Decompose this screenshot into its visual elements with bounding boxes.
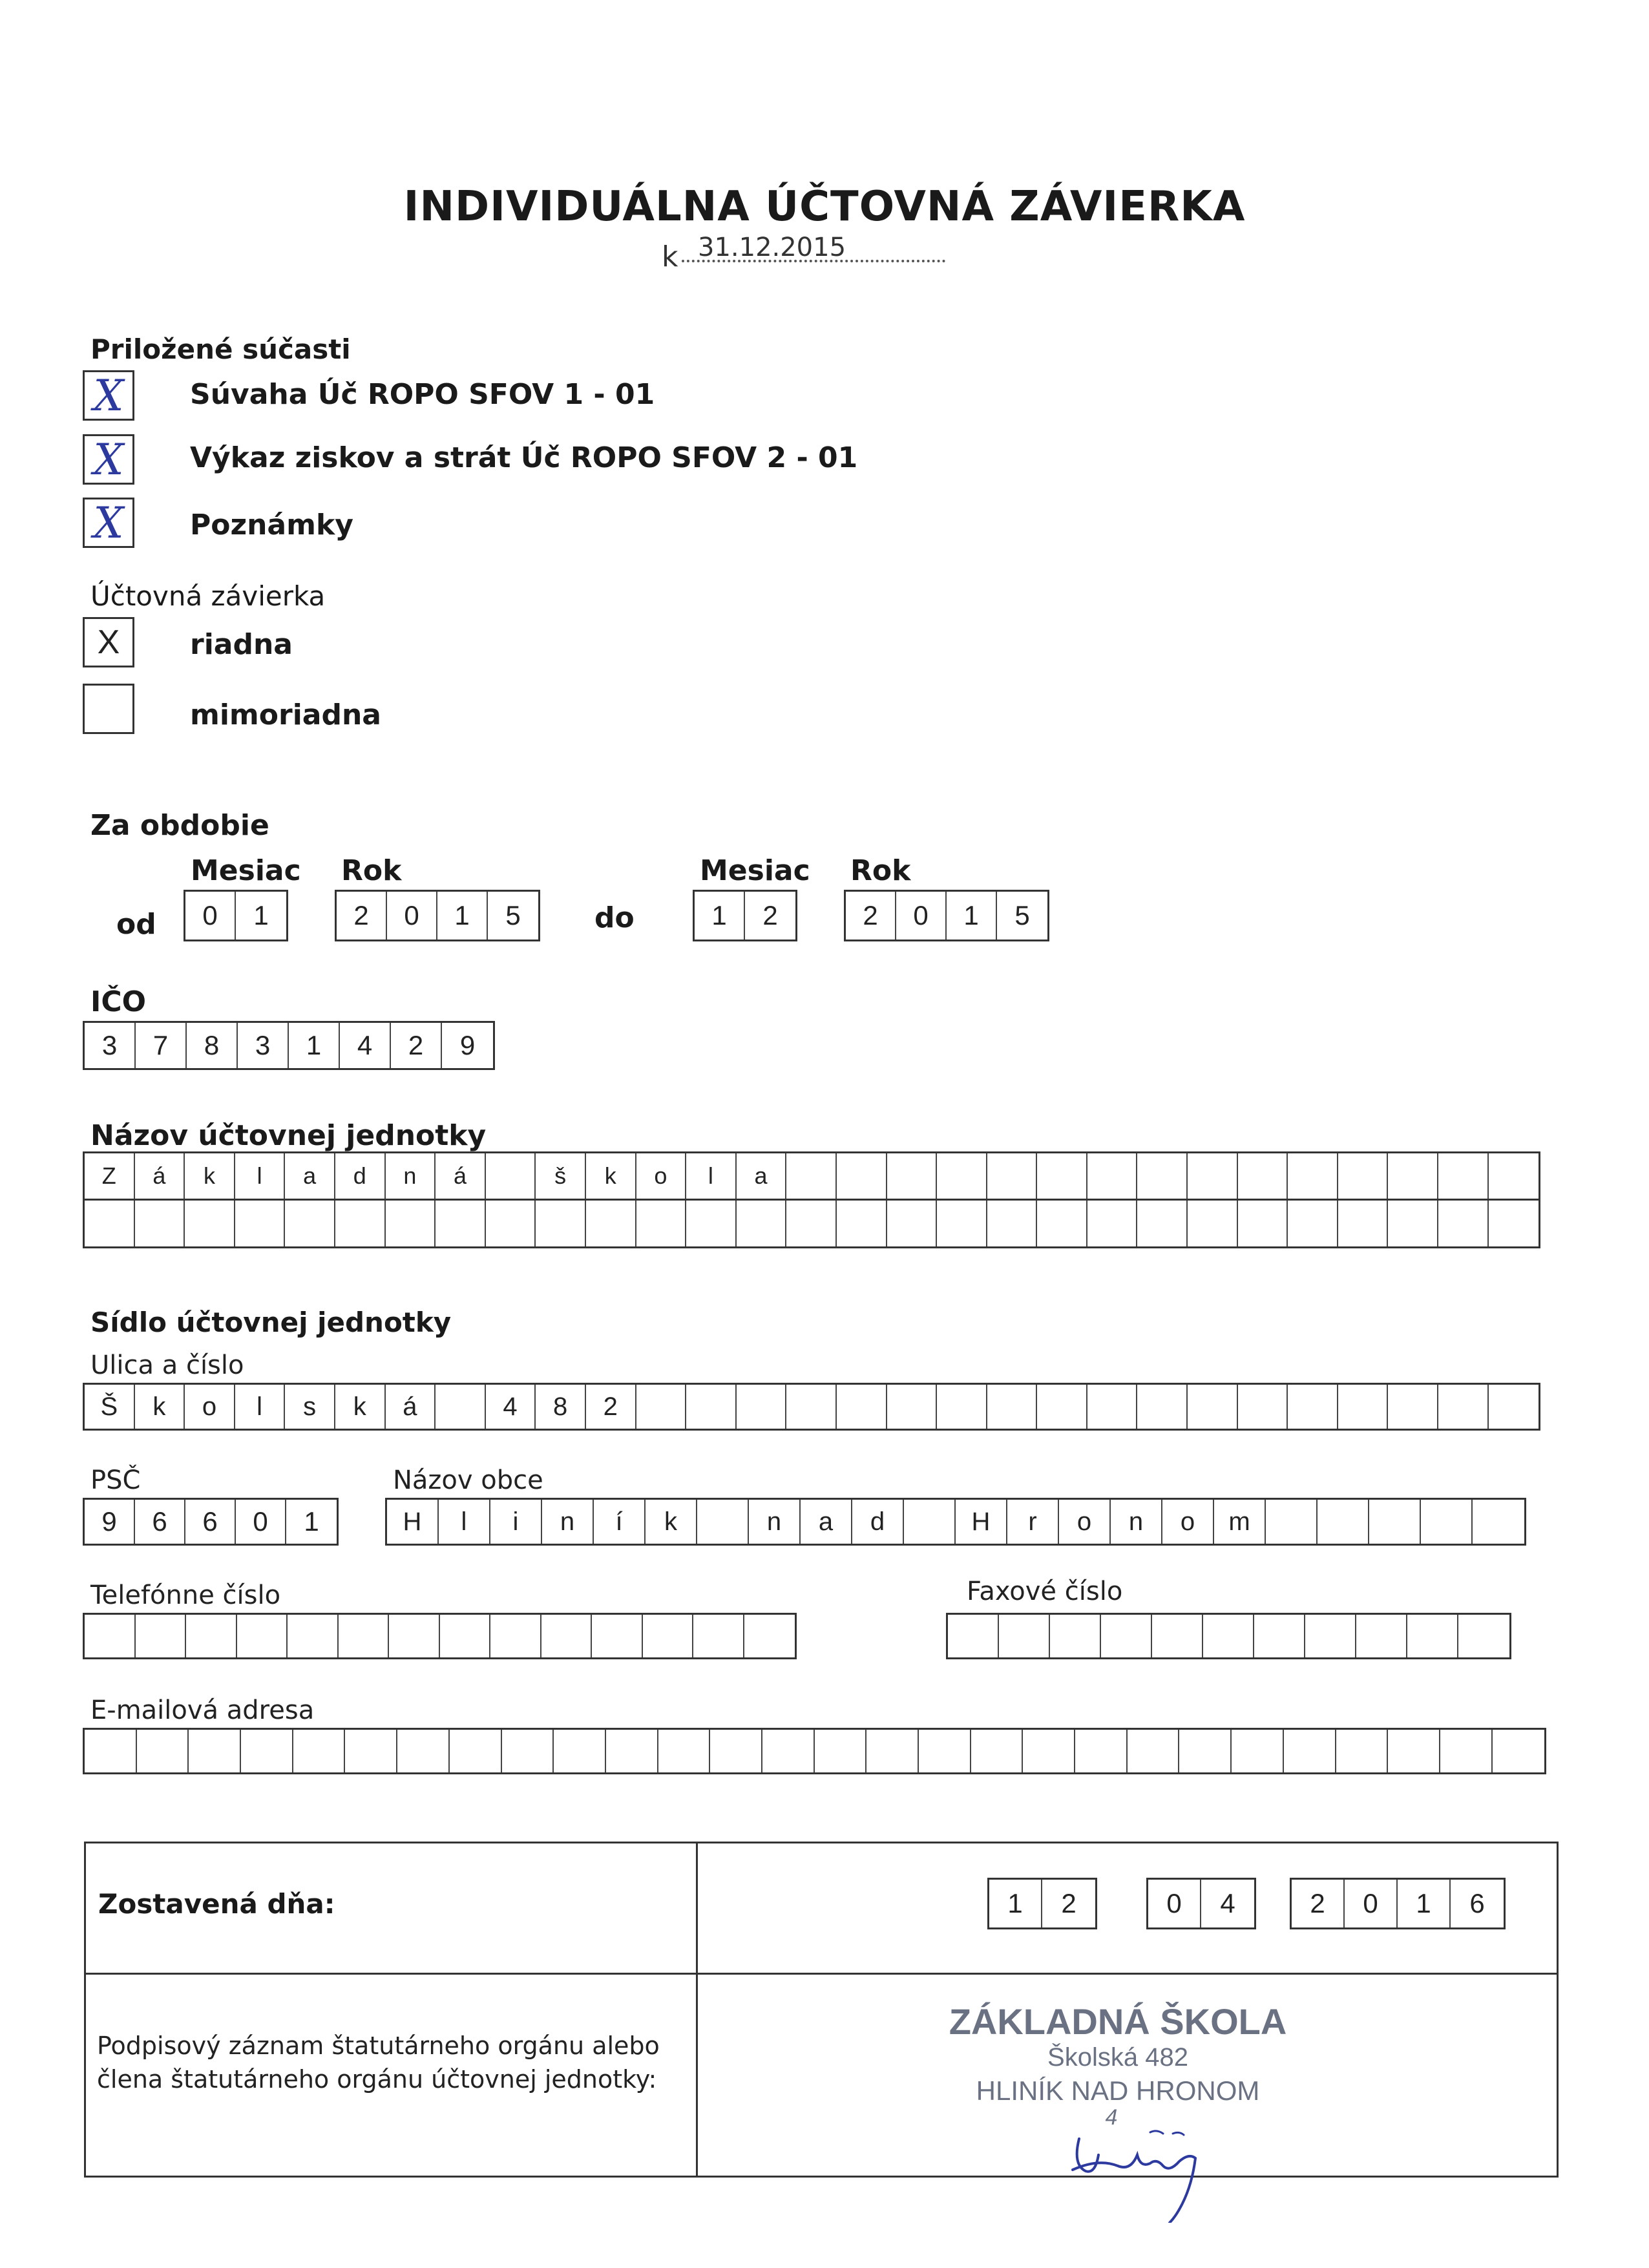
ico-digit: 7	[136, 1023, 187, 1068]
zip-cell: 1	[304, 1506, 319, 1537]
from-year-label: Rok	[341, 854, 402, 887]
zip-field[interactable]	[83, 1498, 339, 1546]
street-cell: 4	[486, 1385, 536, 1429]
checkbox-balance-sheet[interactable]: X	[83, 370, 134, 421]
street-cell	[737, 1385, 787, 1429]
city-cell: l	[439, 1500, 490, 1544]
zip-cell: 6	[185, 1500, 236, 1544]
email-cell	[189, 1730, 241, 1772]
to-year-digit: 2	[846, 892, 896, 940]
city-label: Názov obce	[393, 1465, 543, 1495]
phone-cell	[592, 1615, 643, 1657]
city-cell	[697, 1500, 749, 1544]
name1-cell	[1489, 1153, 1539, 1199]
entity-name-row-1[interactable]	[83, 1151, 1540, 1201]
name2-cell	[586, 1201, 636, 1246]
street-cell: s	[285, 1385, 335, 1429]
name1-cell: a	[285, 1153, 335, 1199]
to-year-digit: 1	[947, 892, 997, 940]
email-cell	[85, 1730, 137, 1772]
zip-cell: 6	[135, 1500, 185, 1544]
street-cell	[1188, 1385, 1238, 1429]
ico-label: IČO	[90, 985, 147, 1018]
city-cell: H	[956, 1500, 1007, 1544]
name2-cell	[937, 1201, 987, 1246]
footer-divider-horizontal	[84, 1973, 1559, 1975]
city-cell: n	[749, 1500, 801, 1544]
name1-cell: l	[235, 1153, 286, 1199]
name2-cell	[887, 1201, 938, 1246]
name2-cell	[185, 1201, 235, 1246]
compiled-year-digit: 2	[1292, 1880, 1345, 1927]
closing-type-heading: Účtovná závierka	[90, 580, 326, 612]
name1-cell: š	[536, 1153, 586, 1199]
street-cell: 2	[586, 1385, 636, 1429]
name1-cell	[1338, 1153, 1389, 1199]
city-cell: n	[542, 1500, 594, 1544]
signature-label-line-2: člena štatutárneho orgánu účtovnej jednotky:	[97, 2065, 657, 2094]
name1-cell	[1137, 1153, 1188, 1199]
phone-cell	[490, 1615, 541, 1657]
street-cell	[1388, 1385, 1438, 1429]
email-cell	[1284, 1730, 1336, 1772]
email-cell	[1023, 1730, 1075, 1772]
compiled-year-digit: 1	[1398, 1880, 1451, 1927]
compiled-year-field[interactable]	[1290, 1878, 1506, 1929]
checkbox-extraordinary[interactable]	[83, 684, 134, 734]
fax-cell	[1305, 1615, 1356, 1657]
compiled-label: Zostavená dňa:	[98, 1888, 335, 1920]
city-cell	[1266, 1500, 1318, 1544]
email-cell	[710, 1730, 762, 1772]
to-year-digit: 5	[1014, 900, 1030, 930]
name1-cell	[937, 1153, 987, 1199]
zip-cell: 9	[85, 1500, 135, 1544]
from-year-digit: 0	[387, 892, 437, 940]
ico-digit: 2	[391, 1023, 442, 1068]
ico-digit: 3	[238, 1023, 289, 1068]
fax-cell	[948, 1615, 999, 1657]
phone-cell	[339, 1615, 390, 1657]
city-cell	[1369, 1500, 1421, 1544]
street-cell	[1137, 1385, 1188, 1429]
entity-name-label: Názov účtovnej jednotky	[90, 1119, 487, 1152]
city-cell: r	[1007, 1500, 1059, 1544]
name1-cell: k	[586, 1153, 636, 1199]
name1-cell	[1087, 1153, 1138, 1199]
name2-cell	[1288, 1201, 1338, 1246]
email-cell	[867, 1730, 919, 1772]
street-cell: o	[185, 1385, 235, 1429]
from-month-digit: 1	[253, 900, 269, 930]
name2-cell	[636, 1201, 687, 1246]
street-cell	[1338, 1385, 1389, 1429]
name2-cell	[1188, 1201, 1238, 1246]
street-cell	[1288, 1385, 1338, 1429]
street-cell: k	[135, 1385, 185, 1429]
name1-cell	[1288, 1153, 1338, 1199]
street-cell	[786, 1385, 837, 1429]
email-label: E-mailová adresa	[90, 1696, 315, 1725]
phone-cell	[136, 1615, 187, 1657]
document-title: INDIVIDUÁLNA ÚČTOVNÁ ZÁVIERKA	[403, 183, 1246, 231]
ico-digit: 3	[85, 1023, 136, 1068]
stamp-line-2: Školská 482	[1047, 2043, 1188, 2072]
name1-cell: Z	[85, 1153, 135, 1199]
email-cell	[1493, 1730, 1545, 1772]
period-heading: Za obdobie	[90, 809, 269, 842]
name1-cell	[837, 1153, 887, 1199]
street-cell	[1087, 1385, 1138, 1429]
phone-cell	[541, 1615, 593, 1657]
phone-cell	[288, 1615, 339, 1657]
city-cell: i	[490, 1500, 542, 1544]
stamp-line-1: ZÁKLADNÁ ŠKOLA	[949, 2001, 1287, 2042]
name2-cell	[235, 1201, 286, 1246]
name2-cell	[786, 1201, 837, 1246]
name2-cell	[486, 1201, 536, 1246]
name1-cell: k	[185, 1153, 235, 1199]
street-cell	[887, 1385, 938, 1429]
city-cell	[1421, 1500, 1473, 1544]
label-regular: riadna	[190, 628, 293, 661]
checkbox-profit-loss[interactable]: X	[83, 434, 134, 485]
from-month-digit: 0	[185, 892, 236, 940]
email-cell	[1232, 1730, 1284, 1772]
compiled-month-field[interactable]	[1146, 1878, 1256, 1929]
email-cell	[971, 1730, 1024, 1772]
email-cell	[606, 1730, 658, 1772]
signature-label-line-1: Podpisový záznam štatutárneho orgánu alebo	[97, 2032, 660, 2060]
from-year-digit: 1	[437, 892, 488, 940]
checkbox-regular[interactable]: X	[83, 617, 134, 667]
name2-cell	[1388, 1201, 1438, 1246]
city-cell	[1473, 1500, 1524, 1544]
street-cell	[937, 1385, 987, 1429]
as-of-date: 31.12.2015	[698, 233, 846, 262]
email-cell	[137, 1730, 189, 1772]
to-year-label: Rok	[850, 854, 911, 887]
ico-digit: 4	[340, 1023, 391, 1068]
zip-label: PSČ	[90, 1465, 141, 1495]
from-year-digit: 2	[337, 892, 387, 940]
label-profit-loss: Výkaz ziskov a strát Úč ROPO SFOV 2 - 01	[190, 441, 858, 474]
ico-digit: 9	[459, 1030, 476, 1060]
name2-cell	[1137, 1201, 1188, 1246]
compiled-day-digit: 1	[989, 1880, 1042, 1927]
city-cell	[904, 1500, 956, 1544]
name2-cell	[1338, 1201, 1389, 1246]
name1-cell: n	[386, 1153, 436, 1199]
from-year-field[interactable]	[335, 890, 540, 941]
email-cell	[815, 1730, 867, 1772]
label-extraordinary: mimoriadna	[190, 698, 381, 731]
email-cell	[502, 1730, 554, 1772]
to-month-digit: 2	[762, 900, 778, 930]
footer-divider-vertical	[696, 1842, 698, 2178]
fax-cell	[1254, 1615, 1305, 1657]
name2-cell	[1238, 1201, 1288, 1246]
attachments-heading: Priložené súčasti	[90, 333, 351, 365]
phone-cell	[693, 1615, 744, 1657]
email-cell	[554, 1730, 606, 1772]
phone-cell	[389, 1615, 440, 1657]
name1-cell	[1238, 1153, 1288, 1199]
city-cell: k	[646, 1500, 697, 1544]
name1-cell: d	[335, 1153, 386, 1199]
city-cell: o	[1059, 1500, 1111, 1544]
email-cell	[762, 1730, 815, 1772]
fax-cell	[1458, 1615, 1509, 1657]
street-field[interactable]	[83, 1383, 1540, 1431]
from-month-field[interactable]	[184, 890, 288, 941]
fax-cell	[1152, 1615, 1203, 1657]
email-cell	[919, 1730, 971, 1772]
city-cell: H	[387, 1500, 439, 1544]
to-label: do	[594, 901, 635, 934]
email-cell	[293, 1730, 346, 1772]
handwritten-signature	[1060, 2094, 1228, 2223]
fax-label: Faxové číslo	[967, 1577, 1123, 1606]
email-cell	[1075, 1730, 1128, 1772]
to-month-field[interactable]	[693, 890, 797, 941]
street-cell: á	[386, 1385, 436, 1429]
name1-cell	[1438, 1153, 1489, 1199]
from-year-digit: 5	[505, 900, 521, 930]
city-field[interactable]	[385, 1498, 1526, 1546]
phone-cell	[744, 1615, 795, 1657]
entity-name-row-2[interactable]	[83, 1201, 1540, 1248]
street-cell: 8	[536, 1385, 586, 1429]
fax-cell	[1407, 1615, 1458, 1657]
fax-cell	[1356, 1615, 1407, 1657]
email-cell	[397, 1730, 450, 1772]
to-month-label: Mesiac	[700, 854, 810, 887]
city-cell: n	[1111, 1500, 1162, 1544]
name2-cell	[135, 1201, 185, 1246]
street-cell	[987, 1385, 1038, 1429]
street-label: Ulica a číslo	[90, 1350, 244, 1380]
compiled-month-digit: 4	[1220, 1888, 1235, 1918]
phone-cell	[186, 1615, 237, 1657]
to-month-digit: 1	[695, 892, 745, 940]
name1-cell	[1037, 1153, 1087, 1199]
phone-label: Telefónne číslo	[90, 1580, 281, 1610]
fax-cell	[1101, 1615, 1152, 1657]
phone-cell	[440, 1615, 491, 1657]
name2-cell	[386, 1201, 436, 1246]
name2-cell	[987, 1201, 1038, 1246]
from-month-label: Mesiac	[191, 854, 301, 887]
fax-cell	[1050, 1615, 1101, 1657]
name2-cell	[1489, 1201, 1539, 1246]
fax-field[interactable]	[946, 1613, 1511, 1659]
ico-field[interactable]	[83, 1021, 495, 1070]
compiled-year-digit: 6	[1469, 1888, 1485, 1918]
email-cell	[1336, 1730, 1389, 1772]
to-year-digit: 0	[896, 892, 947, 940]
fax-cell	[1203, 1615, 1254, 1657]
name2-cell	[85, 1201, 135, 1246]
email-cell	[1440, 1730, 1493, 1772]
compiled-day-field[interactable]	[987, 1878, 1097, 1929]
street-cell: k	[335, 1385, 386, 1429]
name1-cell: a	[737, 1153, 787, 1199]
stamp-line-3: HLINÍK NAD HRONOM	[976, 2075, 1260, 2106]
email-cell	[1388, 1730, 1440, 1772]
name1-cell: l	[686, 1153, 737, 1199]
street-cell	[837, 1385, 887, 1429]
email-cell	[1128, 1730, 1180, 1772]
email-cell	[241, 1730, 293, 1772]
zip-cell: 0	[236, 1500, 286, 1544]
as-of-dotted-line	[682, 260, 945, 262]
name1-cell: á	[135, 1153, 185, 1199]
city-cell: a	[801, 1500, 852, 1544]
name2-cell	[536, 1201, 586, 1246]
checkbox-notes[interactable]: X	[83, 498, 134, 548]
to-year-field[interactable]	[844, 890, 1049, 941]
email-cell	[1179, 1730, 1232, 1772]
stamp-line-4: 4	[1105, 2105, 1118, 2130]
name2-cell	[335, 1201, 386, 1246]
fax-cell	[999, 1615, 1050, 1657]
name1-cell	[987, 1153, 1038, 1199]
email-cell	[450, 1730, 502, 1772]
ico-digit: 1	[289, 1023, 340, 1068]
phone-cell	[85, 1615, 136, 1657]
phone-cell	[643, 1615, 694, 1657]
street-cell: l	[235, 1385, 286, 1429]
city-cell: í	[594, 1500, 646, 1544]
name2-cell	[436, 1201, 486, 1246]
name1-cell	[1388, 1153, 1438, 1199]
name1-cell	[887, 1153, 938, 1199]
name1-cell	[486, 1153, 536, 1199]
phone-field[interactable]	[83, 1613, 797, 1659]
name2-cell	[1037, 1201, 1087, 1246]
city-cell: d	[852, 1500, 904, 1544]
compiled-month-digit: 0	[1148, 1880, 1201, 1927]
email-cell	[345, 1730, 397, 1772]
street-cell	[1037, 1385, 1087, 1429]
name1-cell	[786, 1153, 837, 1199]
email-cell	[658, 1730, 711, 1772]
label-balance-sheet: Súvaha Úč ROPO SFOV 1 - 01	[190, 378, 655, 411]
name2-cell	[285, 1201, 335, 1246]
street-cell	[1489, 1385, 1539, 1429]
phone-cell	[237, 1615, 288, 1657]
compiled-year-digit: 0	[1345, 1880, 1398, 1927]
street-cell	[1238, 1385, 1288, 1429]
street-cell	[436, 1385, 486, 1429]
street-cell	[1438, 1385, 1489, 1429]
compiled-day-digit: 2	[1061, 1888, 1077, 1918]
name1-cell	[1188, 1153, 1238, 1199]
name1-cell: á	[436, 1153, 486, 1199]
ico-digit: 8	[187, 1023, 238, 1068]
address-heading: Sídlo účtovnej jednotky	[90, 1307, 452, 1338]
city-cell: o	[1162, 1500, 1214, 1544]
city-cell	[1318, 1500, 1369, 1544]
street-cell: Š	[85, 1385, 135, 1429]
name2-cell	[1438, 1201, 1489, 1246]
street-cell	[636, 1385, 687, 1429]
as-of-prefix: k	[662, 240, 678, 273]
from-label: od	[116, 908, 156, 941]
street-cell	[686, 1385, 737, 1429]
name2-cell	[737, 1201, 787, 1246]
email-field[interactable]	[83, 1728, 1546, 1774]
name1-cell: o	[636, 1153, 687, 1199]
name2-cell	[686, 1201, 737, 1246]
label-notes: Poznámky	[190, 509, 353, 541]
city-cell: m	[1214, 1500, 1266, 1544]
name2-cell	[1087, 1201, 1138, 1246]
name2-cell	[837, 1201, 887, 1246]
